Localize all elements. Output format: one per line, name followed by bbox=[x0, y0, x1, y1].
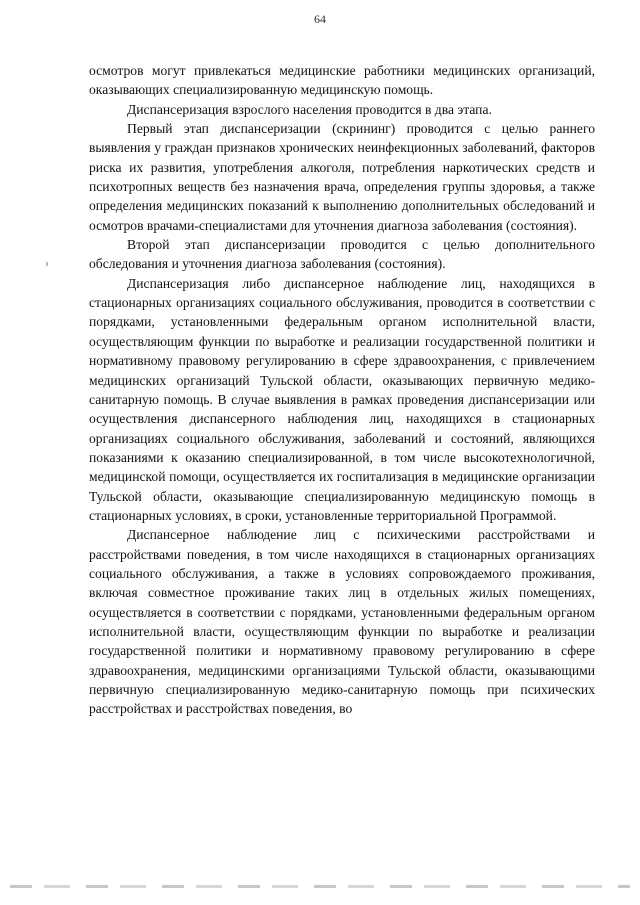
paragraph-continuation: осмотров могут привлекаться медицинские работники медицинских организаций, оказывающих специализированную медицинскую помощь. bbox=[89, 63, 595, 98]
scan-artifact-dot bbox=[46, 262, 48, 266]
paragraph-social-organizations: Диспансеризация либо диспансерное наблюдение лиц, находящихся в стационарных организациях социального обслуживания, проводится в соответствии с порядками, установленными федеральным органом исполнительной власти, осуществляющим функции по выработке и реализации государственной политики и нормативному правовому регулированию в сфере здравоохранения, с привлечением медицинских организаций Тульской области, оказывающих первичную медико-санитарную помощь. В случае выявления в рамках проведения диспансеризации или осуществления диспансерного наблюдения лиц, находящихся в стационарных организациях социального обслуживания, заболеваний и состояний, являющихся показаниями к оказанию специализированной, в том числе высокотехнологичной, медицинской помощи, осуществляется их госпитализация в медицинские организации Тульской области, оказывающие специализированную медицинскую помощь в стационарных условиях, в сроки, установленные территориальной Программой. bbox=[89, 275, 595, 523]
scan-artifact-bottom-line bbox=[10, 885, 630, 888]
paragraph-mental-disorders: Диспансерное наблюдение лиц с психическими расстройствами и расстройствами поведения, в том числе находящихся в стационарных организациях социального обслуживания, а также в условиях сопровождаемого проживания, включая совместное проживание таких лиц в отдельных жилых помещениях, осуществляется в соответствии с порядками, установленными федеральным органом исполнительной власти, осуществляющим функции по выработке и реализации государственной политики и нормативному правовому регулированию в сфере здравоохранения, медицинскими организациями Тульской области, оказывающими первичную специализированную медико-санитарную помощь при психических расстройствах и расстройствах поведения, во bbox=[89, 527, 595, 717]
document-body bbox=[89, 61, 595, 719]
page-number: 64 bbox=[314, 12, 326, 26]
paragraph-first-stage: Первый этап диспансеризации (скрининг) проводится с целью раннего выявления у граждан признаков хронических неинфекционных заболеваний, факторов риска их развития, употребления алкоголя, потребления наркотических средств и психотропных веществ без назначения врача, определения группы здоровья, а также определения медицинских показаний к выполнению дополнительных обследований и осмотров врачами-специалистами для уточнения диагноза заболевания (состояния). bbox=[89, 121, 595, 233]
paragraph-second-stage: Второй этап диспансеризации проводится с целью дополнительного обследования и уточнения диагноза заболевания (состояния). bbox=[89, 237, 595, 272]
paragraph-two-stages: Диспансеризация взрослого населения проводится в два этапа. bbox=[127, 101, 492, 117]
